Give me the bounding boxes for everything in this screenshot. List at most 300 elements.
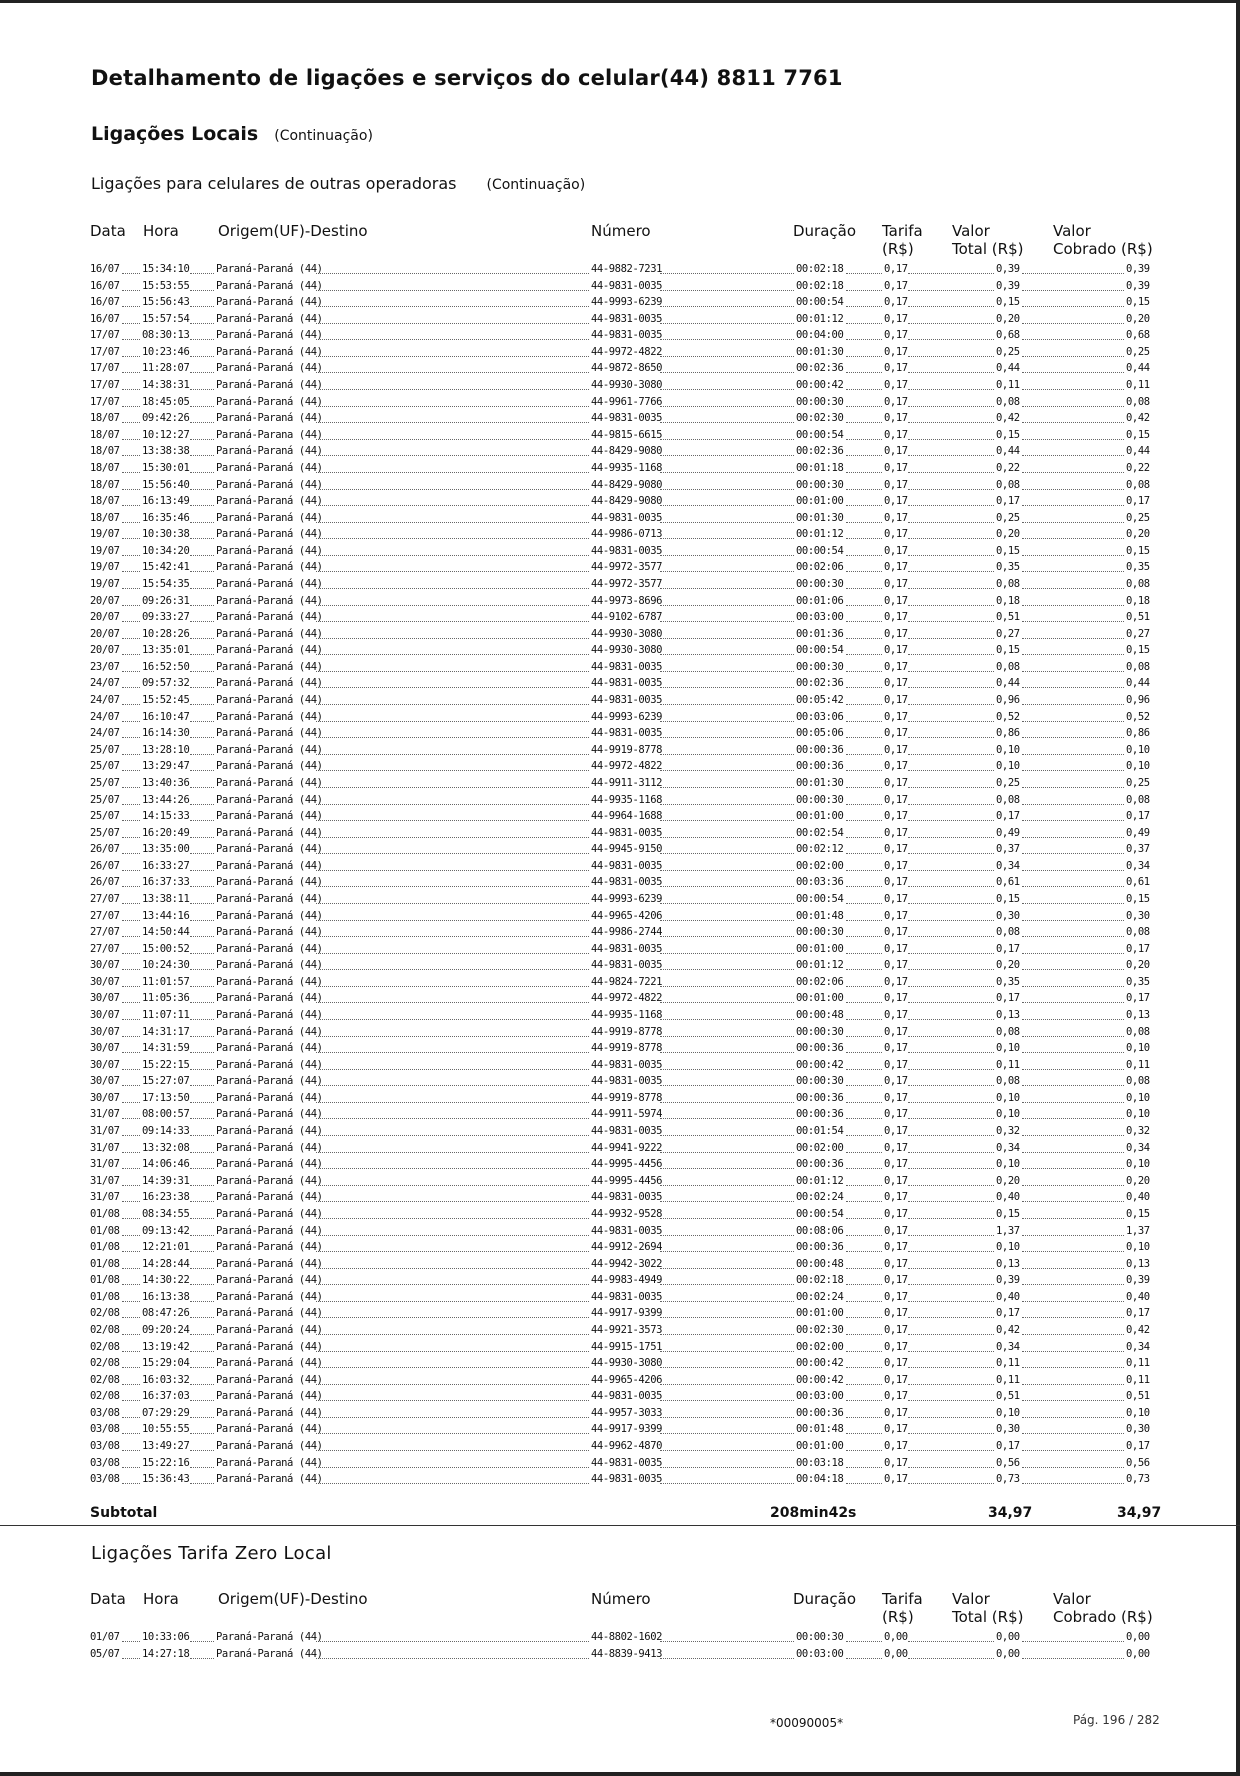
dotted-leader [122, 406, 140, 407]
dotted-leader [908, 1658, 994, 1659]
row-duration: 00:00:30 [796, 1075, 844, 1088]
row-charged: 0,39 [1126, 1274, 1150, 1287]
row-duration: 00:00:36 [796, 1158, 844, 1171]
dotted-leader [190, 1334, 214, 1335]
row-date: 01/07 [90, 1631, 120, 1643]
row-duration: 00:02:18 [796, 1274, 844, 1287]
dotted-leader [908, 820, 994, 821]
table-row [0, 924, 1240, 941]
dotted-leader [846, 1351, 882, 1352]
row-origin: Paraná-Paraná (44) [216, 876, 323, 889]
row-origin: Paraná-Paraná (44) [216, 1241, 323, 1254]
dotted-leader [660, 1450, 794, 1451]
row-date: 25/07 [90, 760, 120, 773]
row-total: 0,56 [996, 1456, 1020, 1469]
row-number: 44-9972-3577 [591, 577, 663, 590]
row-total: 0,22 [996, 461, 1020, 474]
row-time: 15:00:52 [142, 942, 190, 955]
dotted-leader [316, 339, 589, 340]
row-total: 0,15 [996, 544, 1020, 557]
row-tariff: 0,17 [884, 577, 908, 590]
row-number: 44-9831-0035 [591, 859, 663, 872]
dotted-leader [660, 870, 794, 871]
dotted-leader [122, 903, 140, 904]
dotted-leader [660, 1384, 794, 1385]
row-time: 13:35:00 [142, 843, 190, 856]
subtotal-duration: 208min42s [770, 1505, 857, 1521]
dotted-leader [1022, 406, 1124, 407]
row-date: 26/07 [90, 859, 120, 872]
table-row [0, 858, 1240, 875]
row-tariff: 0,17 [884, 1340, 908, 1353]
dotted-leader [122, 1218, 140, 1219]
row-charged: 0,22 [1126, 461, 1150, 474]
dotted-leader [1022, 903, 1124, 904]
dotted-leader [122, 837, 140, 838]
dotted-leader [660, 936, 794, 937]
dotted-leader [660, 737, 794, 738]
row-origin: Paraná-Paraná (44) [216, 1290, 323, 1303]
row-number: 44-9986-2744 [591, 926, 663, 939]
dotted-leader [1022, 1235, 1124, 1236]
dotted-leader [190, 588, 214, 589]
row-duration: 00:00:54 [796, 296, 844, 309]
row-number: 44-9935-1168 [591, 461, 663, 474]
dotted-leader [846, 1367, 882, 1368]
dotted-leader [908, 1367, 994, 1368]
row-tariff: 0,17 [884, 312, 908, 325]
row-origin: Paraná-Paraná (44) [216, 561, 323, 574]
row-charged: 0,17 [1126, 992, 1150, 1005]
row-number: 44-9831-0035 [591, 1290, 663, 1303]
dotted-leader [846, 339, 882, 340]
table-row [0, 709, 1240, 726]
row-date: 01/08 [90, 1274, 120, 1287]
row-tariff: 0,17 [884, 1257, 908, 1270]
dotted-leader [122, 588, 140, 589]
row-origin: Paraná-Paraná (44) [216, 1191, 323, 1204]
row-origin: Paraná-Paraná (44) [216, 412, 323, 425]
row-total: 0,10 [996, 760, 1020, 773]
dotted-leader [122, 1400, 140, 1401]
row-time: 13:44:26 [142, 793, 190, 806]
dotted-leader [660, 787, 794, 788]
row-origin: Paraná-Paraná (44) [216, 445, 323, 458]
row-tariff: 0,17 [884, 594, 908, 607]
dotted-leader [316, 505, 589, 506]
row-time: 10:33:06 [142, 1631, 190, 1643]
row-total: 0,37 [996, 843, 1020, 856]
row-total: 0,13 [996, 1257, 1020, 1270]
row-date: 30/07 [90, 959, 120, 972]
dotted-leader [316, 1367, 589, 1368]
row-origin: Paraná-Paraná (44) [216, 975, 323, 988]
row-origin: Paraná-Paraná (44) [216, 909, 323, 922]
dotted-leader [122, 1384, 140, 1385]
table-row [0, 1173, 1240, 1190]
row-tariff: 0,17 [884, 1390, 908, 1403]
dotted-leader [1022, 605, 1124, 606]
dotted-leader [316, 1417, 589, 1418]
section-continuation: (Continuação) [486, 177, 586, 193]
dotted-leader [908, 1135, 994, 1136]
row-date: 25/07 [90, 793, 120, 806]
row-date: 26/07 [90, 876, 120, 889]
dotted-leader [660, 406, 794, 407]
dotted-leader [660, 555, 794, 556]
row-origin: Paraná-Paraná (44) [216, 379, 323, 392]
table-row [0, 825, 1240, 842]
table-row [0, 626, 1240, 643]
row-date: 24/07 [90, 677, 120, 690]
dotted-leader [190, 1384, 214, 1385]
dotted-leader [660, 1002, 794, 1003]
row-total: 0,30 [996, 1423, 1020, 1436]
row-charged: 0,10 [1126, 760, 1150, 773]
row-charged: 0,00 [1126, 1631, 1150, 1643]
row-date: 02/08 [90, 1373, 120, 1386]
dotted-leader [316, 1284, 589, 1285]
table-row [0, 1090, 1240, 1107]
row-date: 27/07 [90, 909, 120, 922]
dotted-leader [316, 1036, 589, 1037]
row-duration: 00:02:36 [796, 677, 844, 690]
dotted-leader [190, 306, 214, 307]
row-date: 27/07 [90, 942, 120, 955]
dotted-leader [660, 522, 794, 523]
row-total: 0,15 [996, 644, 1020, 657]
row-date: 17/07 [90, 329, 120, 342]
row-duration: 00:01:48 [796, 1423, 844, 1436]
dotted-leader [190, 356, 214, 357]
row-charged: 0,32 [1126, 1125, 1150, 1138]
dotted-leader [908, 422, 994, 423]
row-date: 02/08 [90, 1324, 120, 1336]
dotted-leader [846, 903, 882, 904]
row-origin: Paraná-Paraná (44) [216, 644, 323, 657]
dotted-leader [660, 1467, 794, 1468]
dotted-leader [908, 1417, 994, 1418]
row-duration: 00:00:54 [796, 644, 844, 657]
dotted-leader [660, 1168, 794, 1169]
row-total: 0,42 [996, 412, 1020, 425]
dotted-leader [908, 1334, 994, 1335]
dotted-leader [1022, 953, 1124, 954]
dotted-leader [1022, 538, 1124, 539]
row-time: 15:34:10 [142, 263, 190, 275]
dotted-leader [190, 671, 214, 672]
col-charged-line2: Cobrado (R$) [1053, 240, 1153, 258]
row-origin: Paraná-Paraná (44) [216, 677, 323, 690]
row-charged: 0,10 [1126, 1108, 1150, 1121]
dotted-leader [908, 389, 994, 390]
dotted-leader [908, 1052, 994, 1053]
dotted-leader [122, 1085, 140, 1086]
row-origin: Paraná-Paraná (44) [216, 511, 323, 524]
dotted-leader [846, 1168, 882, 1169]
dotted-leader [1022, 1069, 1124, 1070]
dotted-leader [316, 837, 589, 838]
row-time: 08:30:13 [142, 329, 190, 342]
row-date: 31/07 [90, 1108, 120, 1121]
dotted-leader [846, 439, 882, 440]
row-tariff: 0,17 [884, 975, 908, 988]
row-origin: Paraná-Paraná (44) [216, 1340, 323, 1353]
row-number: 44-9831-0035 [591, 312, 663, 325]
row-charged: 0,18 [1126, 594, 1150, 607]
row-tariff: 0,17 [884, 511, 908, 524]
row-date: 25/07 [90, 826, 120, 839]
row-total: 0,51 [996, 1390, 1020, 1403]
dotted-leader [1022, 1102, 1124, 1103]
dotted-leader [908, 455, 994, 456]
table-row [0, 874, 1240, 891]
row-time: 15:54:35 [142, 577, 190, 590]
row-time: 15:29:04 [142, 1357, 190, 1370]
row-charged: 0,08 [1126, 926, 1150, 939]
row-tariff: 0,17 [884, 810, 908, 823]
row-tariff: 0,17 [884, 445, 908, 458]
row-date: 18/07 [90, 511, 120, 524]
row-time: 15:27:07 [142, 1075, 190, 1088]
dotted-leader [316, 721, 589, 722]
row-duration: 00:00:48 [796, 1257, 844, 1270]
dotted-leader [660, 837, 794, 838]
col-total-line2: Total (R$) [952, 240, 1024, 258]
row-tariff: 0,17 [884, 876, 908, 889]
dotted-leader [122, 770, 140, 771]
dotted-leader [846, 1450, 882, 1451]
row-charged: 0,25 [1126, 776, 1150, 789]
row-tariff: 0,17 [884, 1373, 908, 1386]
row-duration: 00:01:00 [796, 1307, 844, 1320]
row-tariff: 0,17 [884, 1324, 908, 1336]
row-charged: 0,34 [1126, 859, 1150, 872]
dotted-leader [122, 555, 140, 556]
row-total: 0,10 [996, 1042, 1020, 1055]
row-charged: 0,73 [1126, 1473, 1150, 1486]
row-charged: 0,10 [1126, 743, 1150, 756]
dotted-leader [846, 505, 882, 506]
dotted-leader [660, 290, 794, 291]
dotted-leader [846, 472, 882, 473]
dotted-leader [908, 654, 994, 655]
row-number: 44-9930-3080 [591, 644, 663, 657]
dotted-leader [316, 621, 589, 622]
col-date: Data [90, 1590, 126, 1608]
page-border-top [0, 0, 1240, 3]
row-number: 44-9945-9150 [591, 843, 663, 856]
row-time: 09:42:26 [142, 412, 190, 425]
dotted-leader [846, 372, 882, 373]
row-date: 02/08 [90, 1390, 120, 1403]
row-duration: 00:02:24 [796, 1290, 844, 1303]
row-number: 44-9824-7221 [591, 975, 663, 988]
row-tariff: 0,17 [884, 843, 908, 856]
row-tariff: 0,17 [884, 727, 908, 740]
dotted-leader [190, 1268, 214, 1269]
row-charged: 0,37 [1126, 843, 1150, 856]
dotted-leader [190, 1085, 214, 1086]
row-time: 14:31:59 [142, 1042, 190, 1055]
row-date: 18/07 [90, 478, 120, 491]
row-number: 44-9930-3080 [591, 627, 663, 640]
row-tariff: 0,17 [884, 1091, 908, 1104]
dotted-leader [846, 522, 882, 523]
row-number: 44-9930-3080 [591, 1357, 663, 1370]
dotted-leader [122, 1135, 140, 1136]
dotted-leader [1022, 804, 1124, 805]
dotted-leader [846, 870, 882, 871]
dotted-leader [316, 1218, 589, 1219]
dotted-leader [122, 1268, 140, 1269]
row-origin: Paraná-Paraná (44) [216, 1224, 323, 1237]
dotted-leader [190, 1251, 214, 1252]
dotted-leader [1022, 1384, 1124, 1385]
row-tariff: 0,17 [884, 279, 908, 292]
table-row [0, 990, 1240, 1007]
dotted-leader [190, 455, 214, 456]
dotted-leader [846, 1384, 882, 1385]
row-number: 44-9919-8778 [591, 1091, 663, 1104]
row-charged: 0,17 [1126, 942, 1150, 955]
dotted-leader [190, 1019, 214, 1020]
dotted-leader [316, 555, 589, 556]
row-number: 44-9831-0035 [591, 876, 663, 889]
row-number: 44-9965-4206 [591, 909, 663, 922]
row-total: 0,13 [996, 1009, 1020, 1022]
dotted-leader [846, 588, 882, 589]
row-duration: 00:05:42 [796, 694, 844, 707]
table-row [0, 1289, 1240, 1306]
dotted-leader [1022, 522, 1124, 523]
row-tariff: 0,17 [884, 379, 908, 392]
dotted-leader [846, 306, 882, 307]
dotted-leader [660, 1135, 794, 1136]
dotted-leader [122, 1433, 140, 1434]
row-origin: Paraná-Paraná (44) [216, 1456, 323, 1469]
dotted-leader [122, 953, 140, 954]
row-origin: Paraná-Paraná (44) [216, 793, 323, 806]
row-total: 0,49 [996, 826, 1020, 839]
row-date: 17/07 [90, 345, 120, 358]
dotted-leader [122, 1185, 140, 1186]
row-date: 30/07 [90, 992, 120, 1005]
dotted-leader [190, 1118, 214, 1119]
table-row [0, 1239, 1240, 1256]
row-time: 14:39:31 [142, 1174, 190, 1187]
dotted-leader [316, 1317, 589, 1318]
dotted-leader [316, 1168, 589, 1169]
table-row [0, 1024, 1240, 1041]
row-time: 08:47:26 [142, 1307, 190, 1320]
dotted-leader [316, 1467, 589, 1468]
dotted-leader [908, 1235, 994, 1236]
row-duration: 00:00:30 [796, 1631, 844, 1643]
row-total: 0,40 [996, 1191, 1020, 1204]
dotted-leader [1022, 787, 1124, 788]
row-date: 01/08 [90, 1290, 120, 1303]
row-duration: 00:00:30 [796, 395, 844, 408]
row-number: 44-9831-0035 [591, 677, 663, 690]
row-number: 44-9941-9222 [591, 1141, 663, 1154]
row-origin: Paraná-Paraná (44) [216, 312, 323, 325]
row-origin: Paraná-Paraná (44) [216, 743, 323, 756]
row-date: 27/07 [90, 892, 120, 905]
row-date: 30/07 [90, 1075, 120, 1088]
row-origin: Paraná-Paraná (44) [216, 345, 323, 358]
row-tariff: 0,17 [884, 859, 908, 872]
col-duration: Duração [793, 222, 857, 240]
row-total: 0,17 [996, 1440, 1020, 1453]
row-origin: Paraná-Paraná (44) [216, 1390, 323, 1403]
row-total: 0,08 [996, 660, 1020, 673]
table-row [0, 725, 1240, 742]
row-charged: 0,42 [1126, 412, 1150, 425]
row-date: 24/07 [90, 727, 120, 740]
dotted-leader [122, 1069, 140, 1070]
dotted-leader [190, 323, 214, 324]
row-total: 0,17 [996, 810, 1020, 823]
table-row [0, 642, 1240, 659]
row-origin: Paraná-Paraná (44) [216, 942, 323, 955]
table-row [0, 1438, 1240, 1455]
dotted-leader [122, 323, 140, 324]
row-number: 44-8839-9413 [591, 1647, 663, 1660]
row-origin: Paraná-Paraná (44) [216, 627, 323, 640]
row-date: 30/07 [90, 1025, 120, 1038]
row-origin: Paraná-Paraná (44) [216, 1207, 323, 1220]
dotted-leader [190, 787, 214, 788]
row-charged: 0,20 [1126, 1174, 1150, 1187]
row-duration: 00:04:18 [796, 1473, 844, 1486]
row-duration: 00:02:18 [796, 263, 844, 275]
table-row [0, 1123, 1240, 1140]
row-number: 44-9993-6239 [591, 892, 663, 905]
dotted-leader [660, 306, 794, 307]
dotted-leader [316, 687, 589, 688]
row-charged: 0,10 [1126, 1241, 1150, 1254]
dotted-leader [190, 986, 214, 987]
table-row [0, 1388, 1240, 1405]
dotted-leader [660, 356, 794, 357]
dotted-leader [316, 1351, 589, 1352]
dotted-leader [908, 1002, 994, 1003]
row-origin: Paraná-Paraná (44) [216, 1631, 323, 1643]
dotted-leader [190, 1218, 214, 1219]
table-row [0, 1646, 1240, 1663]
row-time: 16:37:03 [142, 1390, 190, 1403]
row-tariff: 0,17 [884, 1290, 908, 1303]
table-row [0, 957, 1240, 974]
row-date: 17/07 [90, 362, 120, 375]
row-date: 02/08 [90, 1307, 120, 1320]
dotted-leader [122, 1152, 140, 1153]
row-total: 0,51 [996, 611, 1020, 624]
dotted-leader [908, 306, 994, 307]
dotted-leader [1022, 489, 1124, 490]
row-date: 18/07 [90, 412, 120, 425]
row-date: 25/07 [90, 810, 120, 823]
dotted-leader [316, 787, 589, 788]
row-number: 44-9993-6239 [591, 296, 663, 309]
dotted-leader [846, 1019, 882, 1020]
row-charged: 0,44 [1126, 445, 1150, 458]
row-date: 30/07 [90, 975, 120, 988]
col-total [952, 1590, 1023, 1626]
row-number: 44-9921-3573 [591, 1324, 663, 1336]
dotted-leader [190, 472, 214, 473]
